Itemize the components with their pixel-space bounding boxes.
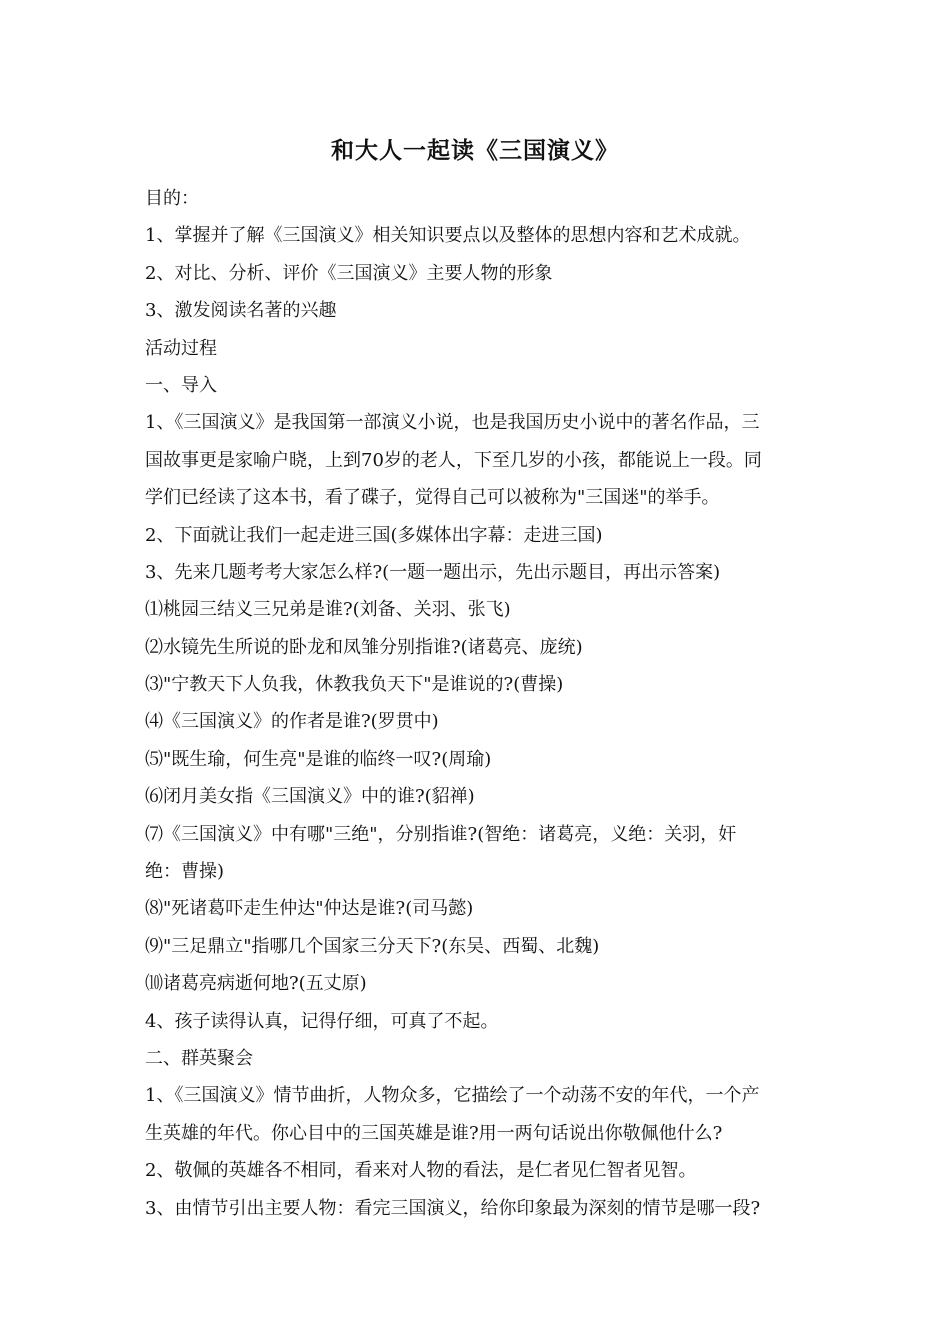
text-line: 二、群英聚会	[145, 1047, 253, 1069]
text-line: 3、激发阅读名著的兴趣	[145, 300, 337, 322]
text-line: ⑼"三足鼎立"指哪几个国家三分天下?(东吴、西蜀、北魏)	[145, 935, 600, 957]
text-line: 国故事更是家喻户晓，上到70岁的老人，下至几岁的小孩，都能说上一段。同	[145, 449, 762, 471]
text-line: ⑽诸葛亮病逝何地?(五丈原)	[145, 973, 367, 995]
text-line: 1、《三国演义》是我国第一部演义小说，也是我国历史小说中的著名作品，三	[145, 412, 760, 434]
text-line: 4、孩子读得认真，记得仔细，可真了不起。	[145, 1010, 499, 1032]
text-line: ⑶"宁教天下人负我，休教我负天下"是谁说的?(曹操)	[145, 674, 564, 696]
text-line: 2、下面就让我们一起走进三国(多媒体出字幕：走进三国)	[145, 524, 603, 546]
text-line: 目的：	[145, 188, 199, 209]
text-line: 1、掌握并了解《三国演义》相关知识要点以及整体的思想内容和艺术成就。	[145, 225, 751, 247]
text-line: 3、先来几题考考大家怎么样?(一题一题出示，先出示题目，再出示答案)	[145, 561, 721, 583]
text-line: ⑻"死诸葛吓走生仲达"仲达是谁?(司马懿)	[145, 898, 474, 920]
text-line: ⑹闭月美女指《三国演义》中的谁?(貂禅)	[145, 786, 475, 808]
text-line: ⑵水镜先生所说的卧龙和凤雏分别指谁?(诸葛亮、庞统)	[145, 636, 583, 658]
text-line: ⑴桃园三结义三兄弟是谁?(刘备、关羽、张飞)	[145, 599, 511, 621]
text-line: 一、导入	[145, 374, 217, 396]
text-line: ⑺《三国演义》中有哪"三绝"，分别指谁?(智绝：诸葛亮，义绝：关羽，奸	[145, 823, 737, 845]
document-body	[145, 180, 810, 1227]
text-line: 3、由情节引出主要人物：看完三国演义，给你印象最为深刻的情节是哪一段?	[145, 1197, 761, 1219]
text-line: 2、对比、分析、评价《三国演义》主要人物的形象	[145, 262, 553, 284]
text-line: ⑷《三国演义》的作者是谁?(罗贯中)	[145, 711, 439, 733]
document-title: 和大人一起读《三国演义》	[331, 137, 619, 164]
text-line: 学们已经读了这本书，看了碟子，觉得自己可以被称为"三国迷"的举手。	[145, 487, 720, 509]
text-line: 绝：曹操)	[145, 861, 225, 883]
text-line: 生英雄的年代。你心目中的三国英雄是谁?用一两句话说出你敬佩他什么?	[145, 1122, 723, 1144]
text-line: 活动过程	[145, 337, 217, 359]
text-line: ⑸"既生瑜，何生亮"是谁的临终一叹?(周瑜)	[145, 748, 492, 770]
text-line: 1、《三国演义》情节曲折，人物众多，它描绘了一个动荡不安的年代，一个产	[145, 1085, 760, 1107]
text-line: 2、敬佩的英雄各不相同，看来对人物的看法，是仁者见仁智者见智。	[145, 1160, 697, 1182]
